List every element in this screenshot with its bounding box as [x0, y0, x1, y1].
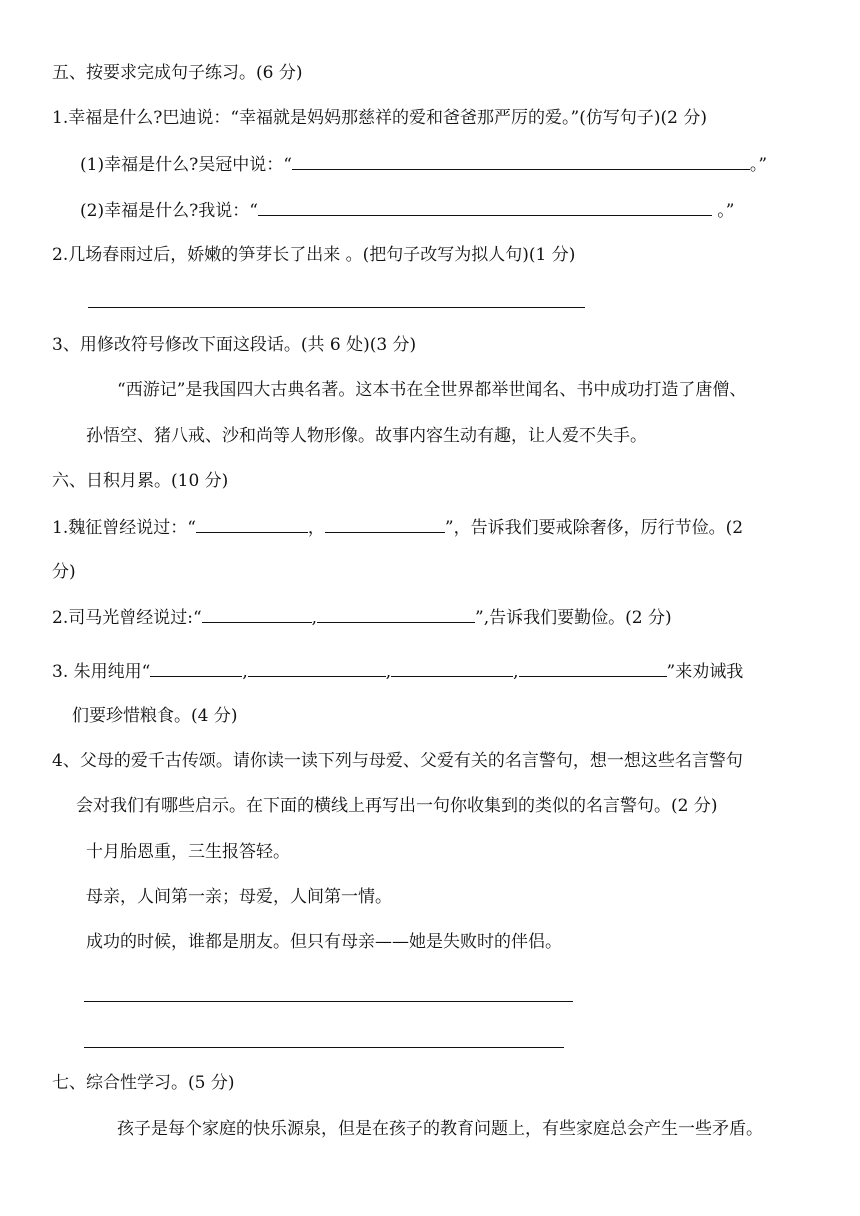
question-6-2: [52, 606, 672, 629]
quote-item: 十月胎恩重，三生报答轻。: [86, 842, 290, 862]
question-6-4-prompt-line1: 4、父母的爱千古传颂。请你读一读下列与母爱、父爱有关的名言警句，想一想这些名言警句: [52, 751, 743, 771]
question-5-1-prompt: 1.幸福是什么?巴迪说：“幸福就是妈妈那慈祥的爱和爸爸那严厉的爱。”(仿写句子)(2 分): [52, 108, 707, 128]
question-5-1-sub1: [80, 153, 767, 176]
section-7-heading: 七、综合性学习。(5 分): [52, 1073, 235, 1093]
question-6-3: [52, 660, 743, 683]
sub1-tail: 。”: [749, 155, 768, 175]
passage-7-line1: 孩子是每个家庭的快乐源泉，但是在孩子的教育问题上，有些家庭总会产生一些矛盾。: [117, 1119, 763, 1139]
question-6-4-prompt-line2: 会对我们有哪些启示。在下面的横线上再写出一句你收集到的类似的名言警句。(2 分): [76, 796, 718, 816]
q6-3-comma-3: ,: [513, 662, 519, 682]
answer-blank-5-1-1[interactable]: [292, 153, 750, 170]
sub2-tail: 。”: [711, 201, 735, 221]
quote-item: 母亲，人间第一亲；母爱，人间第一情。: [86, 887, 392, 907]
question-5-2-prompt: 2.几场春雨过后，娇嫩的笋芽长了出来 。(把句子改写为拟人句)(1 分): [52, 245, 576, 265]
answer-blank-6-2-a[interactable]: [202, 606, 312, 623]
question-5-3-prompt: 3、用修改符号修改下面这段话。(共 6 处)(3 分): [52, 335, 417, 355]
question-6-1: [52, 516, 743, 539]
answer-blank-6-2-b[interactable]: [317, 606, 475, 623]
answer-blank-5-1-2[interactable]: [258, 199, 712, 216]
q6-1-comma: ，: [307, 518, 325, 538]
q6-3-comma-1: ,: [242, 662, 248, 682]
question-5-1-sub2: [80, 199, 735, 222]
question-6-1-wrap: 分): [52, 562, 76, 582]
q6-1-tail: ”，告诉我们要戒除奢侈，厉行节俭。(2: [444, 518, 744, 538]
answer-line-5-2[interactable]: [88, 307, 585, 308]
q6-2-lead: 2.司马光曾经说过:“: [52, 608, 202, 628]
answer-blank-6-3-a[interactable]: [150, 660, 242, 677]
q6-2-comma: ,: [311, 608, 318, 628]
section-5-heading: 五、按要求完成句子练习。(6 分): [52, 63, 303, 83]
q6-3-tail: ”来劝诫我: [666, 662, 744, 682]
quote-item: 成功的时候，谁都是朋友。但只有母亲——她是失败时的伴侣。: [86, 932, 562, 952]
passage-5-3-line1: “西游记”是我国四大古典名著。这本书在全世界都举世闻名、书中成功打造了唐僧、: [117, 380, 747, 400]
answer-line-6-4-b[interactable]: [84, 1047, 564, 1048]
sub1-lead: (1)幸福是什么?吴冠中说：“: [80, 155, 292, 175]
passage-5-3-line2: 孙悟空、猪八戒、沙和尚等人物形像。故事内容生动有趣，让人爱不失手。: [86, 426, 647, 446]
sub2-lead: (2)幸福是什么?我说：“: [80, 201, 258, 221]
q6-1-lead: 1.魏征曾经说过：“: [52, 518, 196, 538]
answer-blank-6-1-a[interactable]: [196, 516, 308, 533]
question-6-3-wrap: 们要珍惜粮食。(4 分): [72, 706, 238, 726]
q6-3-lead: 3. 朱用纯用“: [52, 662, 151, 682]
answer-blank-6-1-b[interactable]: [325, 516, 445, 533]
answer-blank-6-3-d[interactable]: [519, 660, 667, 677]
q6-3-comma-2: ,: [385, 662, 392, 682]
answer-blank-6-3-b[interactable]: [248, 660, 386, 677]
q6-2-tail: ”,告诉我们要勤俭。(2 分): [475, 608, 672, 628]
answer-blank-6-3-c[interactable]: [391, 660, 513, 677]
answer-line-6-4-a[interactable]: [84, 1001, 573, 1002]
section-6-heading: 六、日积月累。(10 分): [52, 471, 229, 491]
